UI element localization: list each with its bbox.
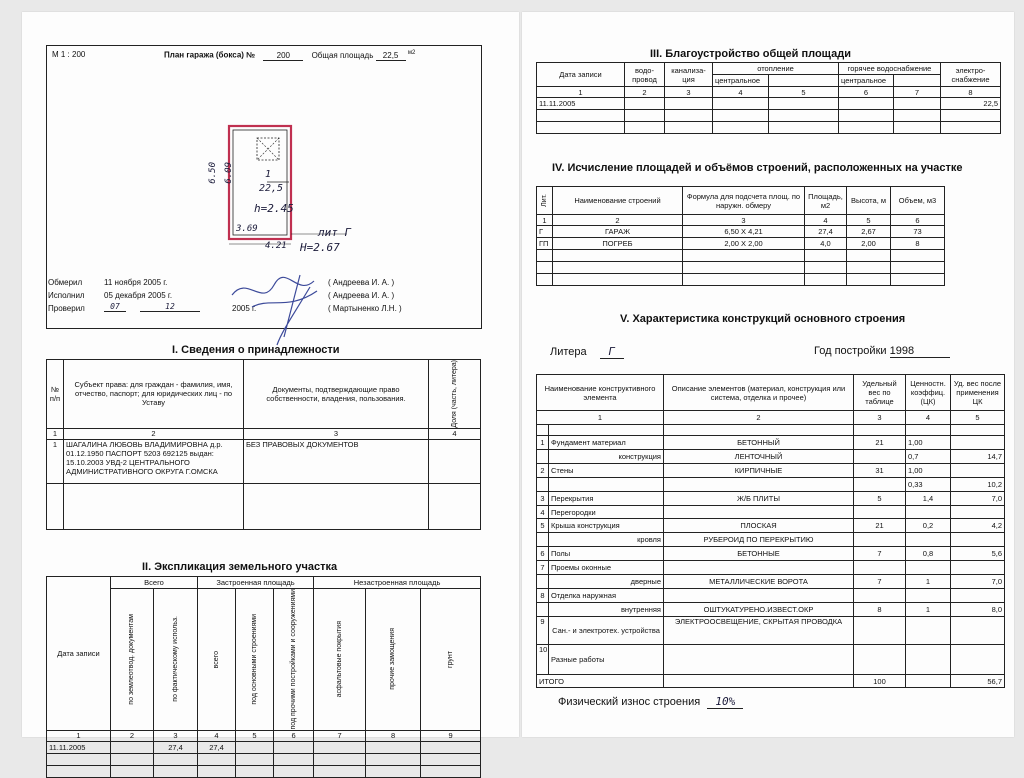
s5-r4-weight — [854, 478, 906, 492]
fraction-bottom: 22,5 — [259, 183, 284, 194]
garage-floor-plan — [217, 120, 377, 260]
s4-num-6: 6 — [891, 215, 945, 226]
s5-r6-num: 4 — [537, 506, 549, 519]
s2-sub-4-text: под основными строениями — [250, 613, 258, 705]
s5-header-weight: Удельный вес по таблице — [854, 375, 906, 411]
section4-title: IV. Исчисление площадей и объёмов строений, расположенных на участке — [552, 162, 963, 174]
s5-r13-num — [537, 603, 549, 617]
s5-year-value: 1998 — [890, 345, 950, 358]
s2-row-v1 — [111, 741, 154, 753]
s3-header-hot-water: горячее водоснабжение — [839, 63, 941, 75]
staff-date-year-3: 2005 г. — [232, 304, 257, 313]
s4-header-volume: Объем, м3 — [891, 187, 945, 215]
s2-row-v4 — [236, 741, 274, 753]
s3-header-water: водо-провод — [625, 63, 665, 87]
s4-r2-lit: ГП — [537, 238, 553, 250]
s3-header-heating: отопление — [713, 63, 839, 75]
s5-r3-num: 2 — [537, 464, 549, 478]
s5-r5-weight: 5 — [854, 492, 906, 506]
s5-r2-coef: 0,7 — [906, 450, 951, 464]
s5-year-label: Год постройки — [814, 345, 887, 357]
s2-row-v2: 27,4 — [154, 741, 198, 753]
s1-num-4: 4 — [429, 428, 481, 439]
s5-r12-coef — [906, 589, 951, 603]
signature-scribble — [222, 267, 342, 347]
s5-r12-weight — [854, 589, 906, 603]
s1-header-share-text: Доля (часть, литера) — [450, 360, 458, 428]
s5-r8-num — [537, 533, 549, 547]
plan-scale: М 1 : 200 — [52, 50, 86, 59]
plan-area-label: Общая площадь — [311, 50, 374, 60]
s3-header-heating-central: центральное — [713, 75, 769, 87]
staff-name-3: ( Мартыненко Л.Н. ) — [328, 304, 402, 313]
s4-header-height: Высота, м — [847, 187, 891, 215]
s5-r7-coef: 0,2 — [906, 519, 951, 533]
s5-r1-weight: 21 — [854, 436, 906, 450]
s3-num-8: 8 — [941, 87, 1001, 98]
s3-num-1: 1 — [537, 87, 625, 98]
s1-header-share — [429, 360, 481, 429]
s4-r1-volume: 73 — [891, 226, 945, 238]
s5-r6-weight — [854, 506, 906, 519]
section3-title: III. Благоустройство общей площади — [650, 48, 851, 60]
s5-r8-result — [951, 533, 1005, 547]
s1-row-subject: ШАГАЛИНА ЛЮБОВЬ ВЛАДИМИРОВНА д.р. 01.12.1950 ПАСПОРТ 5203 692125 выдан: 15.10.2003 УВД-2 ЦЕНТРАЛЬНОГО АДМИНИСТРАТИВНОГО ОКРУГА Г.ОМСКА — [64, 439, 244, 483]
s5-r15-desc — [664, 645, 854, 675]
staff-name-2: ( Андреева И. А. ) — [328, 291, 395, 300]
s5-r14-weight — [854, 617, 906, 645]
s5-r3-weight: 31 — [854, 464, 906, 478]
fraction-top: 1 — [265, 169, 272, 180]
plan-title — [164, 50, 415, 61]
section2-title: II. Экспликация земельного участка — [142, 561, 338, 573]
s3-header-sewer: канализа-ция — [665, 63, 713, 87]
staff-date-2: 05 декабря 2005 г. — [104, 291, 173, 300]
s1-row-documents: БЕЗ ПРАВОВЫХ ДОКУМЕНТОВ — [244, 439, 429, 483]
s5-r14-name: Сан.- и электротех. устройства — [549, 617, 664, 645]
s5-header-coef: Ценностн. коэффиц. (ЦК) — [906, 375, 951, 411]
s5-header-result: Уд. вес после применения ЦК — [951, 375, 1005, 411]
s4-num-1: 1 — [537, 215, 553, 226]
s2-sub-1-text: по землеотвод. документам — [128, 613, 135, 705]
s5-r14-coef — [906, 617, 951, 645]
s2-sub-2-text: по фактическому использ. — [171, 616, 179, 703]
s4-r1-lit: Г — [537, 226, 553, 238]
s5-r5-desc: Ж/Б ПЛИТЫ — [664, 492, 854, 506]
table-row — [537, 238, 945, 250]
staff-role-1: Обмерил — [48, 278, 83, 287]
s2-num-6: 6 — [274, 730, 314, 741]
s1-row-num: 1 — [47, 439, 64, 483]
dim-650: 6.50 — [208, 162, 218, 184]
s2-num-2: 2 — [111, 730, 154, 741]
s2-sub-7 — [366, 589, 421, 731]
s3-header-date: Дата записи — [537, 63, 625, 87]
staff-name-1: ( Андреева И. А. ) — [328, 278, 395, 287]
s2-group-built: Застроенная площадь — [198, 577, 314, 589]
s3-row-electric: 22,5 — [941, 98, 1001, 110]
s4-r2-name: ПОГРЕБ — [553, 238, 683, 250]
s2-sub-3 — [198, 589, 236, 731]
s5-r3-desc: КИРПИЧНЫЕ — [664, 464, 854, 478]
s4-num-3: 3 — [683, 215, 805, 226]
s5-r9-result: 5,6 — [951, 547, 1005, 561]
s2-num-7: 7 — [314, 730, 366, 741]
s2-row-v7 — [366, 741, 421, 753]
s2-sub-5-text: под прочими постройками и сооружениями — [289, 589, 297, 730]
s5-r13-name: внутренняя — [549, 603, 664, 617]
s5-r8-name: кровля — [549, 533, 664, 547]
s5-r14-num: 9 — [537, 617, 549, 645]
s2-row-date: 11.11.2005 — [47, 741, 111, 753]
s5-r4-num — [537, 478, 549, 492]
s5-r12-result — [951, 589, 1005, 603]
s1-header-num: № п/п — [47, 360, 64, 429]
staff-date-1: 11 ноября 2005 г. — [104, 278, 168, 287]
s2-sub-3-text: всего — [212, 650, 220, 668]
s5-r14-desc: ЭЛЕКТРООСВЕЩЕНИЕ, СКРЫТАЯ ПРОВОДКА — [664, 617, 854, 645]
s5-header-description: Описание элементов (материал, конструкция или система, отделка и прочее) — [664, 375, 854, 411]
s3-num-7: 7 — [894, 87, 941, 98]
s5-total-label: ИТОГО — [537, 675, 664, 688]
s5-r11-weight: 7 — [854, 575, 906, 589]
s2-sub-2 — [154, 589, 198, 731]
s5-header-element: Наименование конструктивного элемента — [537, 375, 664, 411]
section5-title: V. Характеристика конструкций основного строения — [620, 313, 906, 325]
s2-sub-6 — [314, 589, 366, 731]
s2-sub-8-text: грунт — [446, 650, 454, 668]
s5-num-2: 2 — [664, 411, 854, 425]
s4-header-lit — [537, 187, 553, 215]
s5-r7-desc: ПЛОСКАЯ — [664, 519, 854, 533]
section5-table — [536, 374, 1005, 688]
s5-r4-name — [549, 478, 664, 492]
s1-num-2: 2 — [64, 428, 244, 439]
s5-r5-result: 7,0 — [951, 492, 1005, 506]
s5-num-5: 5 — [951, 411, 1005, 425]
s5-r5-name: Перекрытия — [549, 492, 664, 506]
s5-litera-value: Г — [600, 345, 624, 359]
s5-r9-desc: БЕТОННЫЕ — [664, 547, 854, 561]
staff-role-2: Исполнил — [48, 291, 85, 300]
s5-r7-result: 4,2 — [951, 519, 1005, 533]
s5-r9-weight: 7 — [854, 547, 906, 561]
staff-date-month-3: 12 — [140, 302, 200, 312]
s5-r13-coef: 1 — [906, 603, 951, 617]
s5-wear-label: Физический износ строения — [558, 696, 701, 708]
s4-r2-formula: 2,00 X 2,00 — [683, 238, 805, 250]
s2-row-v8 — [421, 741, 481, 753]
s5-r4-result: 10,2 — [951, 478, 1005, 492]
section4-table — [536, 186, 945, 286]
right-page — [522, 12, 1014, 737]
s5-r10-name: Проемы оконные — [549, 561, 664, 575]
s5-r15-coef — [906, 645, 951, 675]
s4-header-area: Площадь, м2 — [805, 187, 847, 215]
s3-num-5: 5 — [769, 87, 839, 98]
staff-role-3: Проверил — [48, 304, 85, 313]
s4-header-lit-text: Лит. — [540, 194, 548, 207]
s5-r11-desc: МЕТАЛЛИЧЕСКИЕ ВОРОТА — [664, 575, 854, 589]
s5-r9-name: Полы — [549, 547, 664, 561]
s5-r10-desc — [664, 561, 854, 575]
s5-r3-name: Стены — [549, 464, 664, 478]
left-page — [22, 12, 519, 752]
s2-num-1: 1 — [47, 730, 111, 741]
s5-total-weight: 100 — [854, 675, 906, 688]
s5-r4-desc — [664, 478, 854, 492]
s2-sub-7-text: прочие замощения — [389, 628, 397, 691]
s5-r12-desc — [664, 589, 854, 603]
s4-r1-name: ГАРАЖ — [553, 226, 683, 238]
s3-num-3: 3 — [665, 87, 713, 98]
s5-num-3: 3 — [854, 411, 906, 425]
s5-r13-weight: 8 — [854, 603, 906, 617]
s5-r8-weight — [854, 533, 906, 547]
s5-r3-result — [951, 464, 1005, 478]
s5-total-result: 56,7 — [951, 675, 1005, 688]
s5-r2-result: 14,7 — [951, 450, 1005, 464]
plan-area-unit: м2 — [407, 50, 416, 56]
s5-r4-coef: 0,33 — [906, 478, 951, 492]
litera-row — [550, 345, 624, 359]
s5-r6-desc — [664, 506, 854, 519]
inner-height: h=2.45 — [254, 202, 294, 215]
s2-row-v5 — [274, 741, 314, 753]
s5-r6-coef — [906, 506, 951, 519]
table-row — [537, 226, 945, 238]
s4-r2-area: 4,0 — [805, 238, 847, 250]
plan-title-prefix: План гаража (бокса) № — [164, 50, 256, 60]
s5-r10-result — [951, 561, 1005, 575]
wear-row — [558, 695, 743, 709]
dim-421: 4.21 — [265, 241, 287, 251]
s5-r11-result: 7,0 — [951, 575, 1005, 589]
s5-r13-result: 8,0 — [951, 603, 1005, 617]
litera-label: лит Г — [318, 226, 352, 239]
dim-369: 3.69 — [236, 224, 258, 234]
s5-r2-desc: ЛЕНТОЧНЫЙ — [664, 450, 854, 464]
s1-row-share — [429, 439, 481, 483]
s3-num-2: 2 — [625, 87, 665, 98]
s4-num-2: 2 — [553, 215, 683, 226]
s3-num-6: 6 — [839, 87, 894, 98]
s5-r15-weight — [854, 645, 906, 675]
s5-r1-num: 1 — [537, 436, 549, 450]
s5-r15-name: Разные работы — [549, 645, 664, 675]
s5-r1-name: Фундамент материал — [549, 436, 664, 450]
year-row — [814, 345, 950, 358]
s3-row-date: 11.11.2005 — [537, 98, 625, 110]
s5-r13-desc: ОШТУКАТУРЕНО.ИЗВЕСТ.ОКР — [664, 603, 854, 617]
s5-r5-num: 3 — [537, 492, 549, 506]
s2-num-3: 3 — [154, 730, 198, 741]
s2-group-total: Всего — [111, 577, 198, 589]
s5-r14-result — [951, 617, 1005, 645]
s4-r1-formula: 6,50 X 4,21 — [683, 226, 805, 238]
s1-num-3: 3 — [244, 428, 429, 439]
s4-num-5: 5 — [847, 215, 891, 226]
section1-title: I. Сведения о принадлежности — [172, 344, 340, 356]
s5-num-1: 1 — [537, 411, 664, 425]
s2-header-date: Дата записи — [47, 577, 111, 731]
s3-header-electric: электро-снабжение — [941, 63, 1001, 87]
s5-r3-coef: 1,00 — [906, 464, 951, 478]
s5-r12-num: 8 — [537, 589, 549, 603]
s1-header-subject: Субъект права: для граждан - фамилия, имя, отчество, паспорт; для юридических лиц - по Уставу — [64, 360, 244, 429]
s5-r2-weight — [854, 450, 906, 464]
s5-r9-coef: 0,8 — [906, 547, 951, 561]
section1-table — [46, 359, 481, 530]
s2-group-unbuilt: Незастроенная площадь — [314, 577, 481, 589]
staff-date-day-3: 07 — [104, 302, 126, 312]
s5-r1-result — [951, 436, 1005, 450]
s2-num-4: 4 — [198, 730, 236, 741]
s5-r10-weight — [854, 561, 906, 575]
s2-row-v3: 27,4 — [198, 741, 236, 753]
s2-num-8: 8 — [366, 730, 421, 741]
s2-sub-4 — [236, 589, 274, 731]
outer-height: H=2.67 — [300, 241, 340, 254]
s5-r11-num — [537, 575, 549, 589]
s3-num-4: 4 — [713, 87, 769, 98]
section2-table — [46, 576, 481, 778]
s5-r7-weight: 21 — [854, 519, 906, 533]
s4-r2-height: 2,00 — [847, 238, 891, 250]
plan-number: 200 — [263, 51, 303, 61]
s5-r8-coef — [906, 533, 951, 547]
s2-sub-6-text: асфальтовые покрытия — [335, 621, 343, 698]
s1-header-documents: Документы, подтверждающие право собственности, владения, пользования. — [244, 360, 429, 429]
s5-r15-num: 10 — [537, 645, 549, 675]
s5-r8-desc: РУБЕРОИД ПО ПЕРЕКРЫТИЮ — [664, 533, 854, 547]
section3-table — [536, 62, 1001, 134]
dim-609: 6.09 — [224, 162, 234, 184]
s5-r11-name: дверные — [549, 575, 664, 589]
s4-header-formula: Формула для подсчета площ. по наружн. обмеру — [683, 187, 805, 215]
s5-r7-name: Крыша конструкция — [549, 519, 664, 533]
s5-r10-coef — [906, 561, 951, 575]
plan-area-value: 22,5 — [376, 51, 406, 61]
s5-r9-num: 6 — [537, 547, 549, 561]
s3-header-hot-central: центральное — [839, 75, 894, 87]
s2-sub-1 — [111, 589, 154, 731]
s4-r2-volume: 8 — [891, 238, 945, 250]
s5-r7-num: 5 — [537, 519, 549, 533]
s5-r6-name: Перегородки — [549, 506, 664, 519]
s5-r11-coef: 1 — [906, 575, 951, 589]
s5-r10-num: 7 — [537, 561, 549, 575]
s4-r1-area: 27,4 — [805, 226, 847, 238]
s5-r1-coef: 1,00 — [906, 436, 951, 450]
s5-r12-name: Отделка наружная — [549, 589, 664, 603]
s4-num-4: 4 — [805, 215, 847, 226]
s2-num-5: 5 — [236, 730, 274, 741]
s1-num-1: 1 — [47, 428, 64, 439]
s5-litera-label: Литера — [550, 346, 587, 358]
s2-num-9: 9 — [421, 730, 481, 741]
s5-r6-result — [951, 506, 1005, 519]
s5-num-4: 4 — [906, 411, 951, 425]
s4-header-name: Наименование строений — [553, 187, 683, 215]
s5-r5-coef: 1,4 — [906, 492, 951, 506]
s4-r1-height: 2,67 — [847, 226, 891, 238]
s5-r1-desc: БЕТОННЫЙ — [664, 436, 854, 450]
s5-wear-value: 10% — [707, 695, 743, 709]
s5-r15-result — [951, 645, 1005, 675]
s2-row-v6 — [314, 741, 366, 753]
s5-r2-num — [537, 450, 549, 464]
s2-sub-5 — [274, 589, 314, 731]
s5-r2-name: конструкция — [549, 450, 664, 464]
s2-sub-8 — [421, 589, 481, 731]
